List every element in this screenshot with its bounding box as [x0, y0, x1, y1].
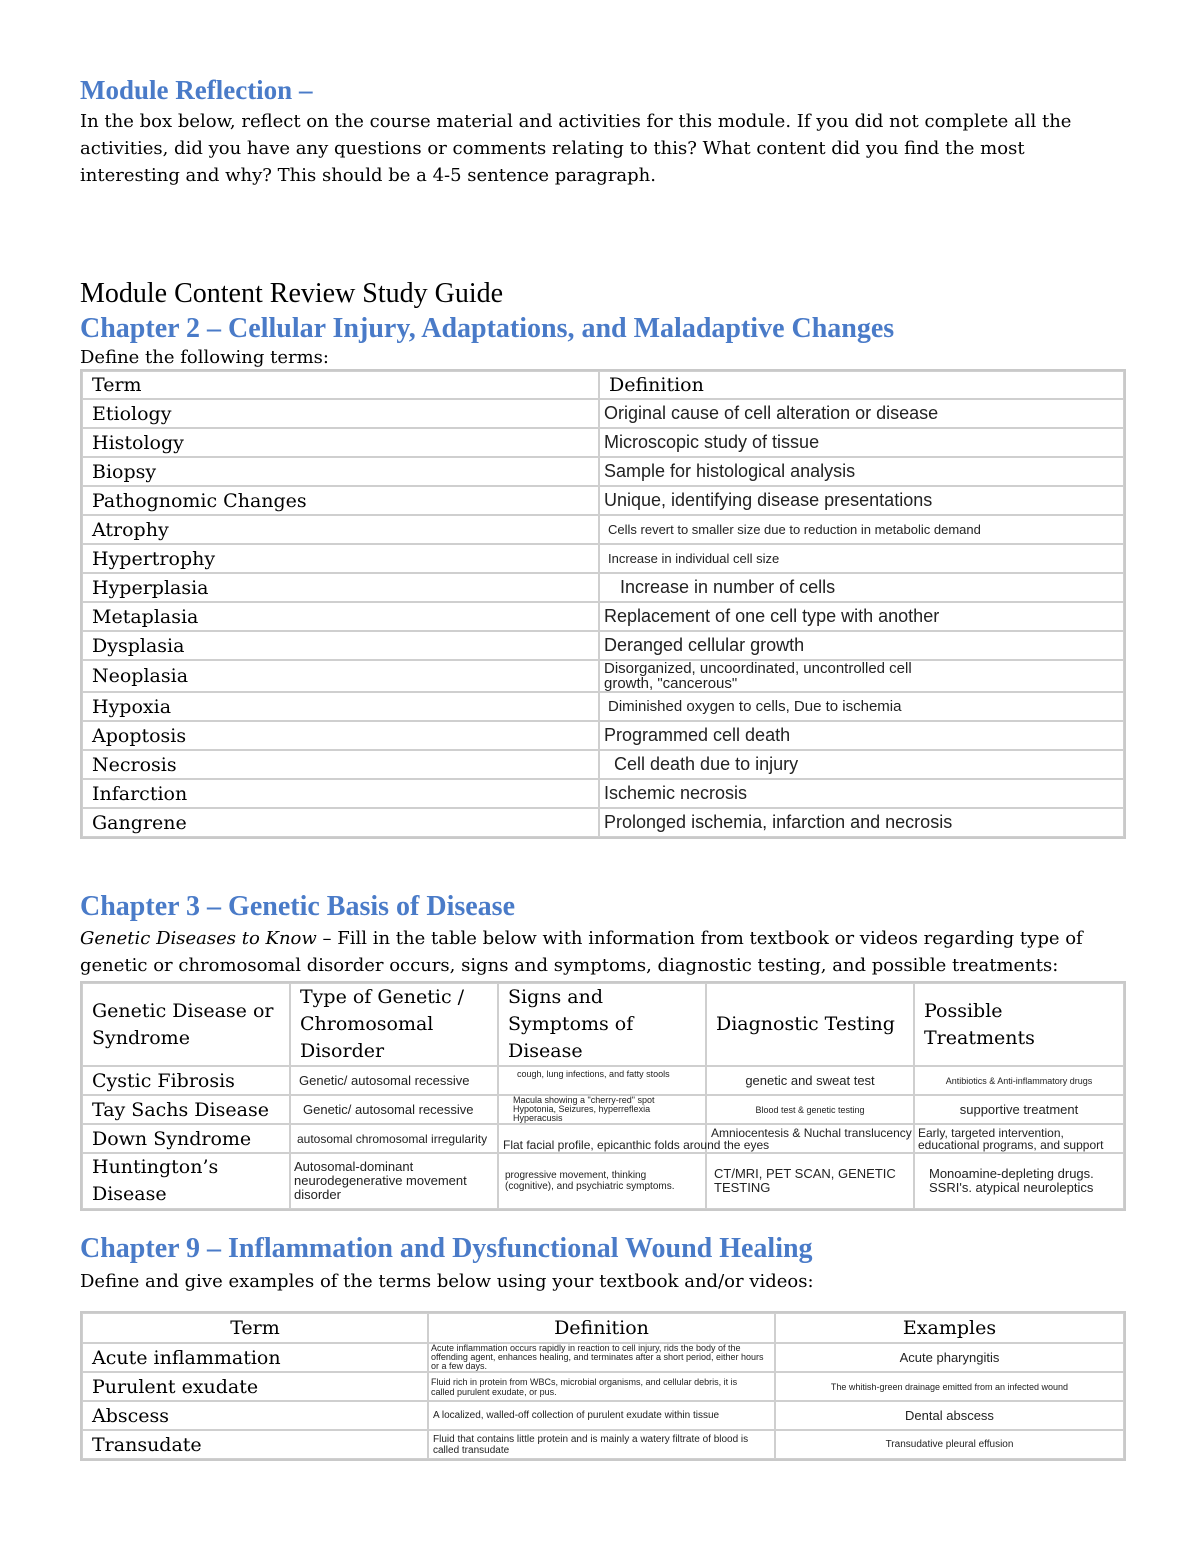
chapter9-heading: Chapter 9 – Inflammation and Dysfunctional Wound Healing	[80, 1233, 813, 1264]
term-cell: Acute inflammation	[82, 1343, 428, 1372]
disease-cell: Huntington’s Disease	[82, 1153, 290, 1209]
signs-cell[interactable]: Macula showing a "cherry-red" spot Hypotonia, Seizures, hyperreflexia Hyperacusis	[498, 1095, 706, 1124]
term-cell: Infarction	[82, 779, 599, 808]
term-cell: Histology	[82, 428, 599, 457]
table-row	[82, 1372, 1124, 1401]
table-row	[82, 808, 1124, 837]
treatment-cell[interactable]: Monoamine-depleting drugs. SSRI's. atypical neuroleptics	[914, 1153, 1124, 1209]
definition-cell[interactable]: Microscopic study of tissue	[599, 428, 1124, 457]
chapter2-table	[80, 369, 1126, 839]
type-cell[interactable]: Genetic/ autosomal recessive	[290, 1066, 498, 1095]
definition-cell[interactable]: Sample for histological analysis	[599, 457, 1124, 486]
term-cell: Neoplasia	[82, 660, 599, 692]
disease-cell: Cystic Fibrosis	[82, 1066, 290, 1095]
chapter3-intro-text: – Fill in the table below with information from textbook or videos regarding type of genetic or chromosomal disorder occurs, signs and symptoms, diagnostic testing, and possible treatments:	[80, 928, 1083, 976]
definition-cell[interactable]: Diminished oxygen to cells, Due to ischemia	[599, 692, 1124, 721]
type-cell[interactable]: Autosomal-dominant neurodegenerative movement disorder	[290, 1153, 498, 1209]
term-cell: Pathognomic Changes	[82, 486, 599, 515]
table-row	[82, 602, 1124, 631]
testing-cell[interactable]: Amniocentesis & Nuchal translucency	[706, 1124, 914, 1153]
term-cell: Gangrene	[82, 808, 599, 837]
header-cell: Diagnostic Testing	[706, 983, 914, 1066]
term-cell: Etiology	[82, 399, 599, 428]
table-row	[82, 1066, 1124, 1095]
definition-cell[interactable]: Programmed cell death	[599, 721, 1124, 750]
example-cell[interactable]: The whitish-green drainage emitted from an infected wound	[775, 1372, 1124, 1401]
table-row	[82, 660, 1124, 692]
example-cell[interactable]: Acute pharyngitis	[775, 1343, 1124, 1372]
table-header-row	[82, 983, 1124, 1066]
table-row	[82, 779, 1124, 808]
type-cell[interactable]: autosomal chromosomal irregularity	[290, 1124, 498, 1153]
table-row	[82, 486, 1124, 515]
example-cell[interactable]: Transudative pleural effusion	[775, 1430, 1124, 1459]
signs-cell[interactable]: Flat facial profile, epicanthic folds around the eyes	[498, 1124, 706, 1153]
disease-cell: Tay Sachs Disease	[82, 1095, 290, 1124]
header-cell: Possible Treatments	[914, 983, 1124, 1066]
header-examples: Examples	[775, 1313, 1124, 1343]
term-cell: Transudate	[82, 1430, 428, 1459]
definition-cell[interactable]: Increase in individual cell size	[599, 544, 1124, 573]
header-definition: Definition	[428, 1313, 775, 1343]
definition-cell[interactable]: Cell death due to injury	[599, 750, 1124, 779]
term-cell: Abscess	[82, 1401, 428, 1430]
treatment-cell[interactable]: Antibiotics & Anti-inflammatory drugs	[914, 1066, 1124, 1095]
table-row	[82, 750, 1124, 779]
reflection-box[interactable]	[80, 189, 1122, 277]
definition-cell[interactable]: Fluid that contains little protein and is mainly a watery filtrate of blood is called transudate	[428, 1430, 775, 1459]
table-row	[82, 544, 1124, 573]
testing-cell[interactable]: CT/MRI, PET SCAN, GENETIC TESTING	[706, 1153, 914, 1209]
term-cell: Purulent exudate	[82, 1372, 428, 1401]
table-row	[82, 1343, 1124, 1372]
definition-cell[interactable]: Acute inflammation occurs rapidly in reaction to cell injury, rids the body of the offending agent, enhances healing, and terminates after a short period, either hours or a few days.	[428, 1343, 775, 1372]
definition-cell[interactable]: Replacement of one cell type with another	[599, 602, 1124, 631]
type-cell[interactable]: Genetic/ autosomal recessive	[290, 1095, 498, 1124]
header-cell: Genetic Disease or Syndrome	[82, 983, 290, 1066]
table-row	[82, 692, 1124, 721]
definition-cell[interactable]: Increase in number of cells	[599, 573, 1124, 602]
study-guide-title: Module Content Review Study Guide	[80, 278, 504, 309]
table-row	[82, 428, 1124, 457]
definition-cell[interactable]: Prolonged ischemia, infarction and necrosis	[599, 808, 1124, 837]
table-row	[82, 573, 1124, 602]
header-cell: Signs and Symptoms of Disease	[498, 983, 706, 1066]
chapter2-heading: Chapter 2 – Cellular Injury, Adaptations, and Maladaptive Changes	[80, 313, 895, 344]
table-row	[82, 457, 1124, 486]
definition-cell[interactable]: Fluid rich in protein from WBCs, microbial organisms, and cellular debris, it is called purulent exudate, or pus.	[428, 1372, 775, 1401]
header-term: Term	[82, 1313, 428, 1343]
chapter3-table	[80, 981, 1126, 1211]
header-definition: Definition	[599, 371, 1124, 399]
header-term: Term	[82, 371, 599, 399]
table-row	[82, 1430, 1124, 1459]
definition-cell[interactable]: Original cause of cell alteration or disease	[599, 399, 1124, 428]
definition-cell[interactable]: Unique, identifying disease presentations	[599, 486, 1124, 515]
table-header-row	[82, 1313, 1124, 1343]
testing-cell[interactable]: Blood test & genetic testing	[706, 1095, 914, 1124]
term-cell: Hypertrophy	[82, 544, 599, 573]
table-row	[82, 1124, 1124, 1153]
treatment-cell[interactable]: supportive treatment	[914, 1095, 1124, 1124]
chapter3-intro-italic: Genetic Diseases to Know	[80, 928, 317, 949]
term-cell: Metaplasia	[82, 602, 599, 631]
definition-cell[interactable]: A localized, walled-off collection of purulent exudate within tissue	[428, 1401, 775, 1430]
table-row	[82, 1153, 1124, 1209]
definition-cell[interactable]: Ischemic necrosis	[599, 779, 1124, 808]
document-page	[80, 70, 1122, 1461]
module-reflection-heading: Module Reflection –	[80, 75, 313, 105]
term-cell: Dysplasia	[82, 631, 599, 660]
table-row	[82, 1401, 1124, 1430]
signs-cell[interactable]: progressive movement, thinking (cognitive), and psychiatric symptoms.	[498, 1153, 706, 1209]
term-cell: Necrosis	[82, 750, 599, 779]
term-cell: Apoptosis	[82, 721, 599, 750]
term-cell: Atrophy	[82, 515, 599, 544]
chapter2-instruction: Define the following terms:	[80, 347, 329, 368]
chapter9-instruction: Define and give examples of the terms below using your textbook and/or videos:	[80, 1271, 814, 1292]
term-cell: Hyperplasia	[82, 573, 599, 602]
table-row	[82, 399, 1124, 428]
chapter9-table	[80, 1311, 1126, 1461]
treatment-cell[interactable]: Early, targeted intervention, educational programs, and support	[914, 1124, 1124, 1153]
table-row	[82, 1095, 1124, 1124]
term-cell: Hypoxia	[82, 692, 599, 721]
chapter3-heading: Chapter 3 – Genetic Basis of Disease	[80, 891, 515, 922]
testing-cell[interactable]: genetic and sweat test	[706, 1066, 914, 1095]
definition-cell[interactable]: Deranged cellular growth	[599, 631, 1124, 660]
example-cell[interactable]: Dental abscess	[775, 1401, 1124, 1430]
chapter3-intro	[80, 925, 1122, 979]
table-row	[82, 721, 1124, 750]
term-cell: Biopsy	[82, 457, 599, 486]
definition-cell[interactable]: Cells revert to smaller size due to reduction in metabolic demand	[599, 515, 1124, 544]
disease-cell: Down Syndrome	[82, 1124, 290, 1153]
table-header-row	[82, 371, 1124, 399]
definition-cell[interactable]: Disorganized, uncoordinated, uncontrolled cell growth, "cancerous"	[599, 660, 1124, 692]
signs-cell[interactable]: cough, lung infections, and fatty stools	[498, 1066, 706, 1095]
table-row	[82, 515, 1124, 544]
table-row	[82, 631, 1124, 660]
header-cell: Type of Genetic / Chromosomal Disorder	[290, 983, 498, 1066]
reflection-prompt: In the box below, reflect on the course material and activities for this module. If you did not complete all the activities, did you have any questions or comments relating to this? What content did you find the most interesting and why? This should be a 4-5 sentence paragraph.	[80, 111, 1072, 186]
